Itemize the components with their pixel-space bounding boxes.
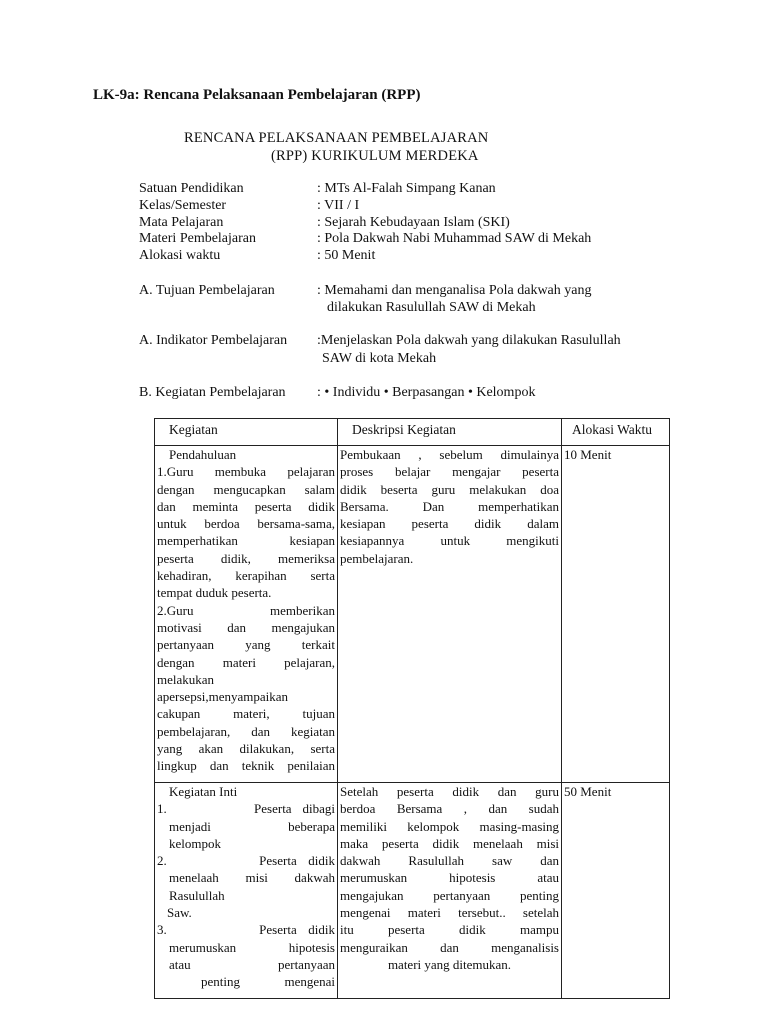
cell-line: 10 Menit <box>564 447 612 462</box>
cell-line: dakwah Rasulullah saw dan <box>340 853 559 869</box>
cell-line: materi yang ditemukan. <box>387 956 512 972</box>
cell-line: 1. Peserta dibagi <box>157 801 335 817</box>
cell-line: 2.Guru memberikan <box>157 602 335 618</box>
identity-label: Satuan Pendidikan <box>139 181 244 196</box>
cell-kegiatan <box>155 783 338 999</box>
cell-line: Pendahuluan <box>169 447 237 462</box>
cell-line: menelaah misi dakwah <box>169 870 335 886</box>
identity-value: : MTs Al-Falah Simpang Kanan <box>317 181 496 196</box>
cell-line: tempat duduk peserta. <box>157 585 272 601</box>
cell-line: maka peserta didik menelaah misi <box>340 835 559 851</box>
cell-line: pembelajaran. <box>340 550 414 566</box>
cell-line: yang akan dilakukan, serta <box>157 741 335 757</box>
indikator-value: :Menjelaskan Pola dakwah yang dilakukan Rasulullah <box>317 333 621 348</box>
cell-line: Setelah peserta didik dan guru <box>340 784 559 799</box>
cell-line: Rasulullah <box>169 887 225 903</box>
cell-line: itu peserta didik mampu <box>340 922 559 938</box>
cell-line: dengan materi pelajaran, <box>157 654 335 670</box>
identity-label: Alokasi waktu <box>139 248 221 263</box>
cell-line: kelompok <box>169 835 221 851</box>
cell-deskripsi <box>338 783 562 999</box>
identity-value: : Pola Dakwah Nabi Muhammad SAW di Mekah <box>317 231 592 246</box>
kegiatan-label: B. Kegiatan Pembelajaran <box>139 385 286 400</box>
header-kegiatan: Kegiatan <box>155 419 338 446</box>
identity-value: : Sejarah Kebudayaan Islam (SKI) <box>317 215 510 230</box>
cell-line: Kegiatan Inti <box>169 784 238 799</box>
indikator-label: A. Indikator Pembelajaran <box>139 333 288 348</box>
cell-line: peserta didik, memeriksa <box>157 550 335 566</box>
cell-kegiatan <box>155 446 338 783</box>
cell-line: mengajukan pertanyaan penting <box>340 887 559 903</box>
cell-line: untuk berdoa bersama-sama, <box>157 516 335 532</box>
identity-value: : 50 Menit <box>317 248 376 263</box>
cell-line: Bersama. Dan memperhatikan <box>340 498 559 514</box>
cell-line: lingkup dan teknik penilaian <box>157 758 335 774</box>
identity-label: Mata Pelajaran <box>139 215 224 230</box>
cell-alokasi <box>562 446 670 783</box>
cell-line: pertanyaan yang terkait <box>157 637 335 653</box>
cell-line: 1.Guru membuka pelajaran <box>157 464 335 480</box>
indikator-value-cont: SAW di kota Mekah <box>322 351 437 366</box>
identity-label: Kelas/Semester <box>139 198 227 213</box>
cell-line: dan meminta peserta didik <box>157 498 335 514</box>
cell-line: berdoa Bersama , dan sudah <box>340 801 559 817</box>
cell-line: cakupan materi, tujuan <box>157 706 335 722</box>
cell-line: 2. Peserta didik <box>157 853 335 869</box>
tujuan-value-cont: dilakukan Rasulullah SAW di Mekah <box>327 300 536 315</box>
document-heading: LK-9a: Rencana Pelaksanaan Pembelajaran (RPP) <box>93 87 421 103</box>
cell-alokasi <box>562 783 670 999</box>
title-line-1: RENCANA PELAKSANAAN PEMBELAJARAN <box>184 130 489 146</box>
cell-line: kehadiran, kerapihan serta <box>157 568 335 584</box>
cell-line: pembelajaran, dan kegiatan <box>157 723 335 739</box>
cell-line: menjadi beberapa <box>169 818 335 834</box>
cell-line: Pembukaan , sebelum dimulainya <box>340 447 559 462</box>
cell-line: kesiapannya untuk mengikuti <box>340 533 559 549</box>
cell-line: merumuskan hipotesis <box>169 939 335 955</box>
cell-line: memiliki kelompok masing-masing <box>340 818 559 834</box>
table-row <box>155 783 670 999</box>
cell-line: atau pertanyaan <box>169 956 335 972</box>
header-deskripsi: Deskripsi Kegiatan <box>338 419 562 446</box>
cell-line: motivasi dan mengajukan <box>157 619 335 635</box>
cell-line: Saw. <box>167 905 192 921</box>
tujuan-label: A. Tujuan Pembelajaran <box>139 283 275 298</box>
table-header-row <box>155 419 670 446</box>
cell-line: apersepsi,menyampaikan <box>157 689 289 705</box>
cell-line: merumuskan hipotesis atau <box>340 870 559 886</box>
cell-line: melakukan <box>157 671 215 687</box>
cell-line: 3. Peserta didik <box>157 922 335 938</box>
title-line-2: (RPP) KURIKULUM MERDEKA <box>271 148 479 164</box>
kegiatan-value: : • Individu • Berpasangan • Kelompok <box>317 385 536 400</box>
cell-line: mengenai materi tersebut.. setelah <box>340 905 559 921</box>
identity-label: Materi Pembelajaran <box>139 231 257 246</box>
cell-line: penting mengenai <box>201 974 335 990</box>
cell-line: proses belajar mengajar peserta <box>340 464 559 480</box>
cell-line: kesiapan peserta didik dalam <box>340 516 559 532</box>
kegiatan-table <box>154 418 670 999</box>
cell-line: didik beserta guru melakukan doa <box>340 481 559 497</box>
cell-line: menguraikan dan menganalisis <box>340 939 559 955</box>
cell-line: 50 Menit <box>564 784 612 799</box>
identity-value: : VII / I <box>317 198 360 213</box>
cell-line: dengan mengucapkan salam <box>157 481 335 497</box>
header-alokasi: Alokasi Waktu <box>562 419 670 446</box>
cell-deskripsi <box>338 446 562 783</box>
tujuan-value: : Memahami dan menganalisa Pola dakwah yang <box>317 283 592 298</box>
table-row <box>155 446 670 783</box>
cell-line: memperhatikan kesiapan <box>157 533 335 549</box>
